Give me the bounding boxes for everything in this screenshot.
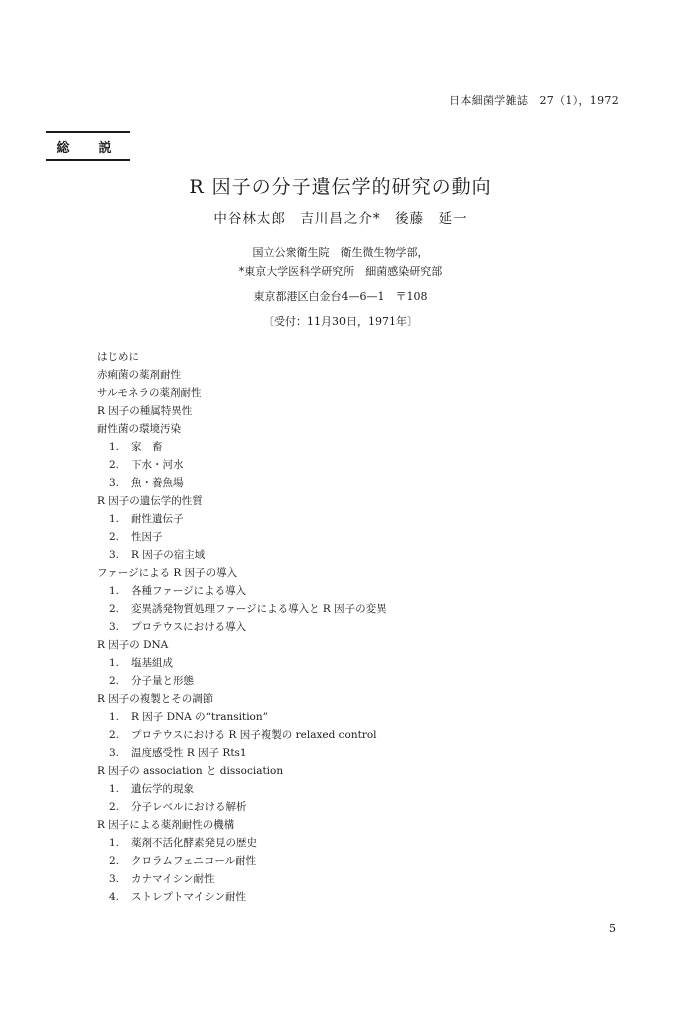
toc-item-number: 1. — [109, 513, 120, 525]
toc-item-text: 耐性遺伝子 — [131, 513, 184, 525]
article-title: R 因子の分子遺伝学的研究の動向 — [189, 176, 492, 198]
toc-section — [97, 366, 577, 384]
toc-subsection — [97, 546, 577, 564]
toc-section — [97, 492, 577, 510]
toc-item-text: R 因子の種属特異性 — [97, 405, 193, 417]
toc-item-number: 2. — [109, 675, 120, 687]
toc-item-number: 3. — [109, 621, 120, 633]
toc-subsection — [97, 600, 577, 618]
toc-item-number: 4. — [109, 891, 120, 903]
toc-subsection — [97, 834, 577, 852]
toc-subsection — [97, 744, 577, 762]
address-line: 東京都港区白金台4—6—1 〒108 — [253, 290, 428, 303]
toc-section — [97, 762, 577, 780]
toc-item-text: R 因子の DNA — [97, 639, 169, 651]
toc-item-number: 3. — [109, 873, 120, 885]
toc-item-text: ファージによる R 因子の導入 — [97, 567, 238, 579]
section-label: 総 説 — [46, 131, 130, 161]
toc-item-text: 薬剤不活化酵素発見の歴史 — [131, 837, 257, 849]
toc-section — [97, 384, 577, 402]
toc-item-number: 1. — [109, 711, 120, 723]
toc-item-text: プロテウスにおける R 因子複製の relaxed control — [131, 729, 377, 741]
toc-subsection — [97, 852, 577, 870]
toc-item-text: 家 畜 — [131, 441, 163, 453]
toc-item-number: 1. — [109, 585, 120, 597]
toc-item-number: 2. — [109, 531, 120, 543]
affiliation-line-1: 国立公衆衛生院 衛生微生物学部， — [252, 246, 429, 259]
toc-subsection — [97, 474, 577, 492]
toc-item-text: R 因子の遺伝学的性質 — [97, 495, 203, 507]
toc-item-text: 遺伝学的現象 — [131, 783, 194, 795]
toc-item-text: 性因子 — [131, 531, 163, 543]
toc-item-text: カナマイシン耐性 — [131, 873, 215, 885]
toc-section — [97, 636, 577, 654]
toc-section — [97, 564, 577, 582]
journal-header: 日本細菌学雑誌 27（1），1972 — [449, 94, 619, 107]
toc-subsection — [97, 510, 577, 528]
toc-item-text: 各種ファージによる導入 — [131, 585, 247, 597]
toc-item-number: 2. — [109, 603, 120, 615]
toc-section — [97, 420, 577, 438]
affiliation-line-2: *東京大学医科学研究所 細菌感染研究部 — [238, 265, 443, 278]
toc-item-text: 分子レベルにおける解析 — [131, 801, 247, 813]
toc-item-number: 2. — [109, 855, 120, 867]
toc-subsection — [97, 726, 577, 744]
toc-subsection — [97, 438, 577, 456]
toc-subsection — [97, 780, 577, 798]
toc-subsection — [97, 888, 577, 906]
toc-subsection — [97, 870, 577, 888]
toc-item-number: 1. — [109, 783, 120, 795]
toc-item-number: 1. — [109, 441, 120, 453]
toc-item-text: 赤痢菌の薬剤耐性 — [97, 369, 181, 381]
toc-section — [97, 816, 577, 834]
toc-subsection — [97, 582, 577, 600]
toc-section — [97, 348, 577, 366]
toc-item-text: 温度感受性 R 因子 Rts1 — [131, 747, 247, 759]
toc-item-text: ストレプトマイシン耐性 — [131, 891, 247, 903]
page-number: 5 — [609, 922, 616, 935]
toc-subsection — [97, 618, 577, 636]
toc-item-number: 3. — [109, 549, 120, 561]
toc-item-number: 3. — [109, 477, 120, 489]
toc-item-text: 分子量と形態 — [131, 675, 194, 687]
toc-subsection — [97, 654, 577, 672]
toc-subsection — [97, 528, 577, 546]
toc-subsection — [97, 672, 577, 690]
received-date: 〔受付：11月30日，1971年〕 — [263, 315, 418, 328]
toc-item-text: 魚・養魚場 — [131, 477, 184, 489]
toc-subsection — [97, 708, 577, 726]
toc-item-text: 変異誘発物質処理ファージによる導入と R 因子の変異 — [131, 603, 387, 615]
toc-item-number: 2. — [109, 459, 120, 471]
toc-subsection — [97, 798, 577, 816]
toc-item-text: クロラムフェニコール耐性 — [131, 855, 257, 867]
table-of-contents — [97, 348, 577, 906]
toc-item-number: 2. — [109, 729, 120, 741]
toc-section — [97, 690, 577, 708]
author-list: 中谷林太郎 吉川昌之介* 後藤 延一 — [213, 211, 468, 227]
toc-item-text: R 因子の複製とその調節 — [97, 693, 214, 705]
toc-item-number: 2. — [109, 801, 120, 813]
toc-item-text: R 因子の association と dissociation — [97, 765, 284, 777]
toc-item-text: 耐性菌の環境汚染 — [97, 423, 181, 435]
toc-item-text: R 因子による薬剤耐性の機構 — [97, 819, 235, 831]
toc-subsection — [97, 456, 577, 474]
toc-item-text: サルモネラの薬剤耐性 — [97, 387, 202, 399]
toc-item-number: 1. — [109, 837, 120, 849]
toc-item-text: R 因子の宿主域 — [131, 549, 206, 561]
toc-item-text: 塩基組成 — [131, 657, 173, 669]
toc-item-text: R 因子 DNA の“transition” — [131, 711, 269, 723]
toc-item-number: 1. — [109, 657, 120, 669]
toc-item-number: 3. — [109, 747, 120, 759]
toc-section — [97, 402, 577, 420]
toc-item-text: 下水・河水 — [131, 459, 184, 471]
toc-item-text: はじめに — [97, 351, 139, 363]
toc-item-text: プロテウスにおける導入 — [131, 621, 247, 633]
